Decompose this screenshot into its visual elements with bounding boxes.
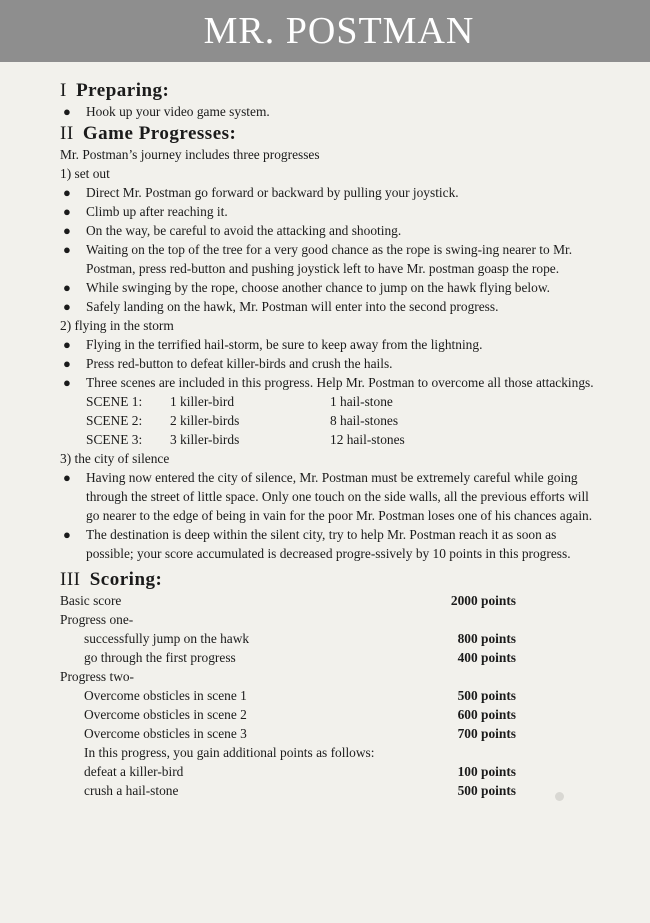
list-item: ● Waiting on the top of the tree for a very good chance as the rope is swing-ing nearer to Mr. Postman, press red-button and pushing joystick left to have Mr. postman goasp the rope. (63, 242, 573, 276)
score-row: Overcome obsticles in scene 2 600 points (84, 707, 516, 722)
scene-row: SCENE 2: 2 killer-birds 8 hail-stones (86, 413, 399, 428)
list-item: ● Having now entered the city of silence, Mr. Postman must be extremely careful while going through the street of little space. Only one touch on the side walls, all the previous efforts will go nearer to the edge of being in vain for the poor Mr. Postman loses one of his chances again. (63, 470, 593, 523)
scene-row: SCENE 3: 3 killer-birds 12 hail-stones (86, 432, 405, 447)
page-title: MR. POSTMAN (203, 10, 475, 52)
list-item: ● Flying in the terrified hail-storm, be sure to keep away from the lightning. (63, 337, 483, 352)
bullet-icon: ● (63, 223, 71, 238)
bullet-icon: ● (63, 375, 71, 390)
list-item: ● The destination is deep within the silent city, try to help Mr. Postman reach it as soon as possible; your score accumulated is decreased progre-ssively by 10 points in this progress. (63, 527, 571, 561)
bullet-icon: ● (63, 337, 71, 352)
score-row: defeat a killer-bird 100 points (84, 764, 516, 779)
additional-points-note: In this progress, you gain additional points as follows: (84, 745, 375, 760)
list-item: ● Three scenes are included in this progress. Help Mr. Postman to overcome all those attackings. (63, 375, 594, 390)
list-item: ● While swinging by the rope, choose another chance to jump on the hawk flying below. (63, 280, 550, 295)
bullet-icon: ● (63, 204, 71, 219)
score-row: successfully jump on the hawk 800 points (84, 631, 516, 646)
score-row: Overcome obsticles in scene 1 500 points (84, 688, 516, 703)
score-row: crush a hail-stone 500 points (84, 783, 516, 798)
bullet-icon: ● (63, 470, 71, 485)
bullet-icon: ● (63, 299, 71, 314)
bullet-icon: ● (63, 104, 71, 119)
section-game-progresses-heading: II Game Progresses: (60, 123, 237, 144)
bullet-icon: ● (63, 280, 71, 295)
score-row: go through the first progress 400 points (84, 650, 516, 665)
list-item: ● Hook up your video game system. (63, 104, 270, 119)
list-item: ● Direct Mr. Postman go forward or backward by pulling your joystick. (63, 185, 459, 200)
progress-3-label: 3) the city of silence (60, 451, 170, 466)
progress-1-label: 1) set out (60, 166, 110, 181)
scene-row: SCENE 1: 1 killer-bird 1 hail-stone (86, 394, 393, 409)
bullet-icon: ● (63, 185, 71, 200)
paper-speck (555, 792, 564, 801)
intro-text: Mr. Postman’s journey includes three progresses (60, 147, 320, 162)
progress-two-label: Progress two- (60, 669, 135, 684)
list-item: ● Press red-button to defeat killer-birds and crush the hails. (63, 356, 393, 371)
list-item: ● Safely landing on the hawk, Mr. Postman will enter into the second progress. (63, 299, 499, 314)
section-scoring-heading: III Scoring: (60, 569, 163, 590)
list-item: ● Climb up after reaching it. (63, 204, 228, 219)
progress-2-label: 2) flying in the storm (60, 318, 174, 333)
progress-one-label: Progress one- (60, 612, 134, 627)
title-banner (0, 0, 650, 62)
bullet-icon: ● (63, 242, 71, 257)
section-preparing-heading: I Preparing: (60, 80, 170, 101)
score-row-basic: Basic score 2000 points (60, 593, 516, 608)
score-row: Overcome obsticles in scene 3 700 points (84, 726, 516, 741)
list-item: ● On the way, be careful to avoid the attacking and shooting. (63, 223, 402, 238)
manual-content (60, 78, 600, 800)
bullet-icon: ● (63, 356, 71, 371)
bullet-icon: ● (63, 527, 71, 542)
